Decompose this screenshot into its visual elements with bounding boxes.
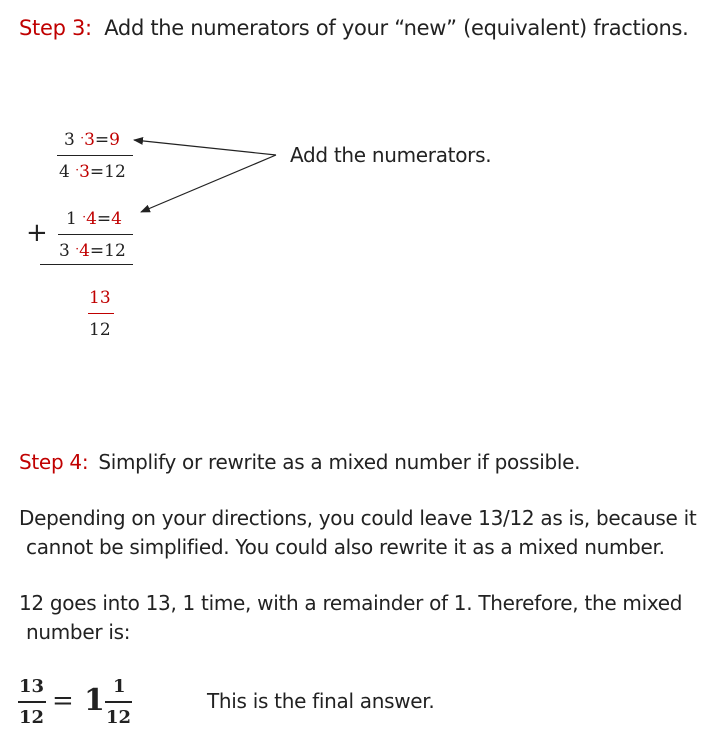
frac1-num-result: 9 [109,130,120,150]
final-whole: 1 [84,683,105,718]
arrow-to-frac1 [134,140,276,155]
final-note: This is the final answer. [207,689,435,713]
step4-text: Simplify or rewrite as a mixed number if possible. [98,450,581,474]
frac2-den-a: 3 [59,241,70,261]
frac1-den-op: · [75,163,80,177]
final-equals: = [52,686,74,716]
final-lhs-num: 13 [19,676,45,697]
frac1-den-result: 12 [104,162,126,182]
para1-line2: cannot be simplified. You could also rewrite it as a mixed number. [26,535,665,559]
frac2-num-b: 4 [86,209,97,229]
frac2-den-eq: = [89,241,105,261]
frac1-den-b: 3 [79,162,90,182]
step4-heading [19,450,580,474]
frac1-den-eq: = [89,162,105,182]
plus-sign: + [26,218,48,248]
final-frac-den: 12 [106,707,132,728]
frac1-num-a: 3 [64,130,75,150]
sum-numerator: 13 [89,288,111,308]
step3-label: Step 3: [19,16,92,40]
final-lhs-bar [18,701,46,703]
frac2-num-a: 1 [66,209,77,229]
frac2-num-op: · [82,210,87,224]
frac2-den-result: 12 [104,241,126,261]
para2-line2: number is: [26,620,131,644]
final-lhs-den: 12 [19,707,45,728]
step4-label: Step 4: [19,450,89,474]
frac2-num-eq: = [96,209,112,229]
frac1-num-b: 3 [84,130,95,150]
para2-line1: 12 goes into 13, 1 time, with a remainder of 1. Therefore, the mixed [19,591,683,615]
frac1-den-a: 4 [59,162,70,182]
final-frac-num: 1 [113,676,126,697]
sum-denominator: 12 [89,320,111,340]
frac2-den-b: 4 [79,241,90,261]
annotation-add-numerators: Add the numerators. [290,143,492,167]
final-frac-bar [105,701,132,703]
frac1-num-eq: = [94,130,110,150]
step3-text: Add the numerators of your “new” (equivalent) fractions. [104,16,689,40]
para1-line1: Depending on your directions, you could leave 13/12 as is, because it [19,506,697,530]
arrow-to-frac2 [141,155,276,212]
frac1-num-op: · [80,131,85,145]
frac2-den-op: · [75,242,80,256]
frac2-num-result: 4 [111,209,122,229]
